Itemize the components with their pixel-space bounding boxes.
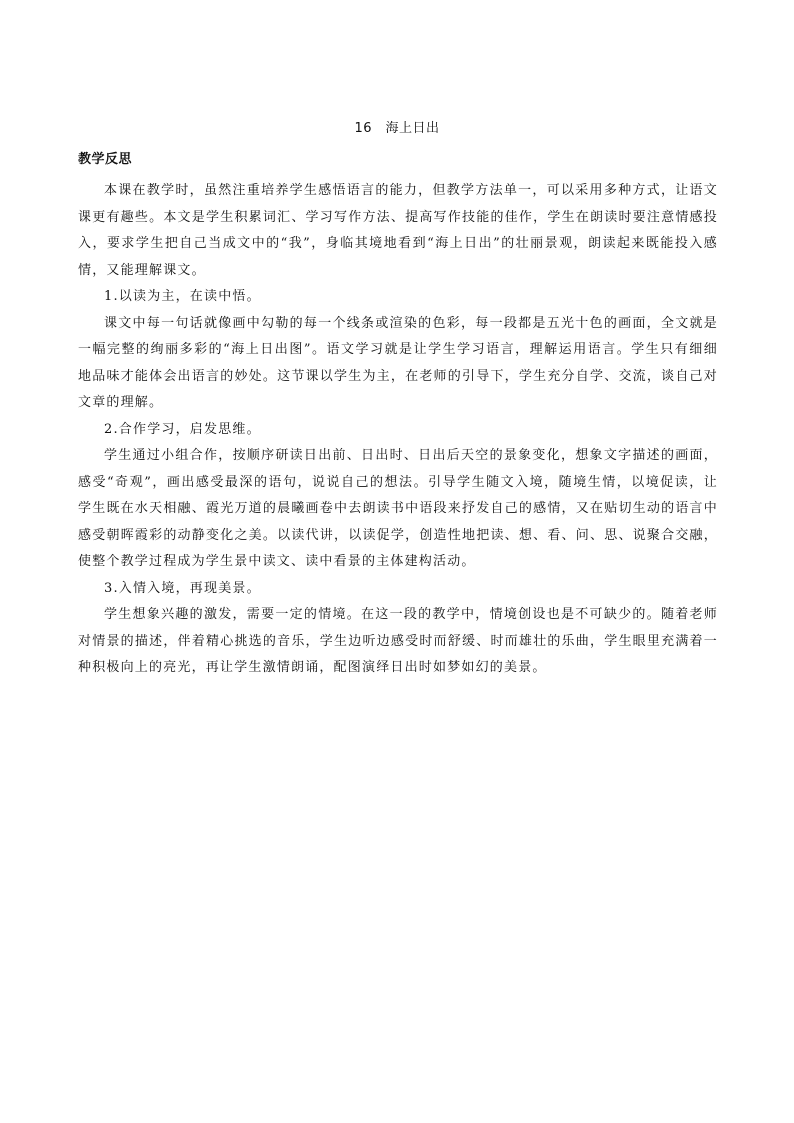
paragraph-point-3-body: 学生想象兴趣的激发，需要一定的情境。在这一段的教学中，情境创设也是不可缺少的。随着老师对情景的描述，伴着精心挑选的音乐，学生边听边感受时而舒缓、时而雄壮的乐曲，学生眼里充满着一种积极向上的亮光，再让学生激情朗诵，配图演绎日出时如梦如幻的美景。 — [78, 607, 718, 675]
paragraph-point-2-heading: 2.合作学习，启发思维。 — [104, 421, 261, 437]
lesson-title: 16 海上日出 — [354, 121, 440, 136]
reflection-body — [78, 178, 718, 682]
paragraph-point-1-body: 课文中每一句话就像画中勾勒的每一个线条或渲染的色彩，每一段都是五光十色的画面，全文就是一幅完整的绚丽多彩的“海上日出图”。语文学习就是让学生学习语言，理解运用语言。学生只有细细地品味才能体会出语言的妙处。这节课以学生为主，在老师的引导下，学生充分自学、交流，谈自己对文章的理解。 — [78, 315, 718, 410]
paragraph-point-2-body: 学生通过小组合作，按顺序研读日出前、日出时、日出后天空的景象变化，想象文字描述的画面，感受“奇观”，画出感受最深的语句，说说自己的想法。引导学生随文入境，随境生情，以境促读，让学生既在水天相融、霞光万道的晨曦画卷中去朗读书中语段来抒发自己的感情，又在贴切生动的语言中感受朝晖霞彩的动静变化之美。以读代讲，以读促学，创造性地把读、想、看、问、思、说聚合交融，使整个教学过程成为学生景中读文、读中看景的主体建构活动。 — [78, 448, 718, 569]
paragraph-point-1-heading: 1.以读为主，在读中悟。 — [104, 289, 261, 304]
section-heading: 教学反思 — [78, 152, 133, 167]
paragraph-point-3-heading: 3.入情入境，再现美景。 — [104, 580, 261, 596]
paragraph-intro: 本课在教学时，虽然注重培养学生感悟语言的能力，但教学方法单一，可以采用多种方式，让语文课更有趣些。本文是学生积累词汇、学习写作方法、提高写作技能的佳作，学生在朗读时要注意情感投入，要求学生把自己当成文中的“我”，身临其境地看到“海上日出”的壮丽景观，朗读起来既能投入感情，又能理解课文。 — [78, 183, 718, 278]
